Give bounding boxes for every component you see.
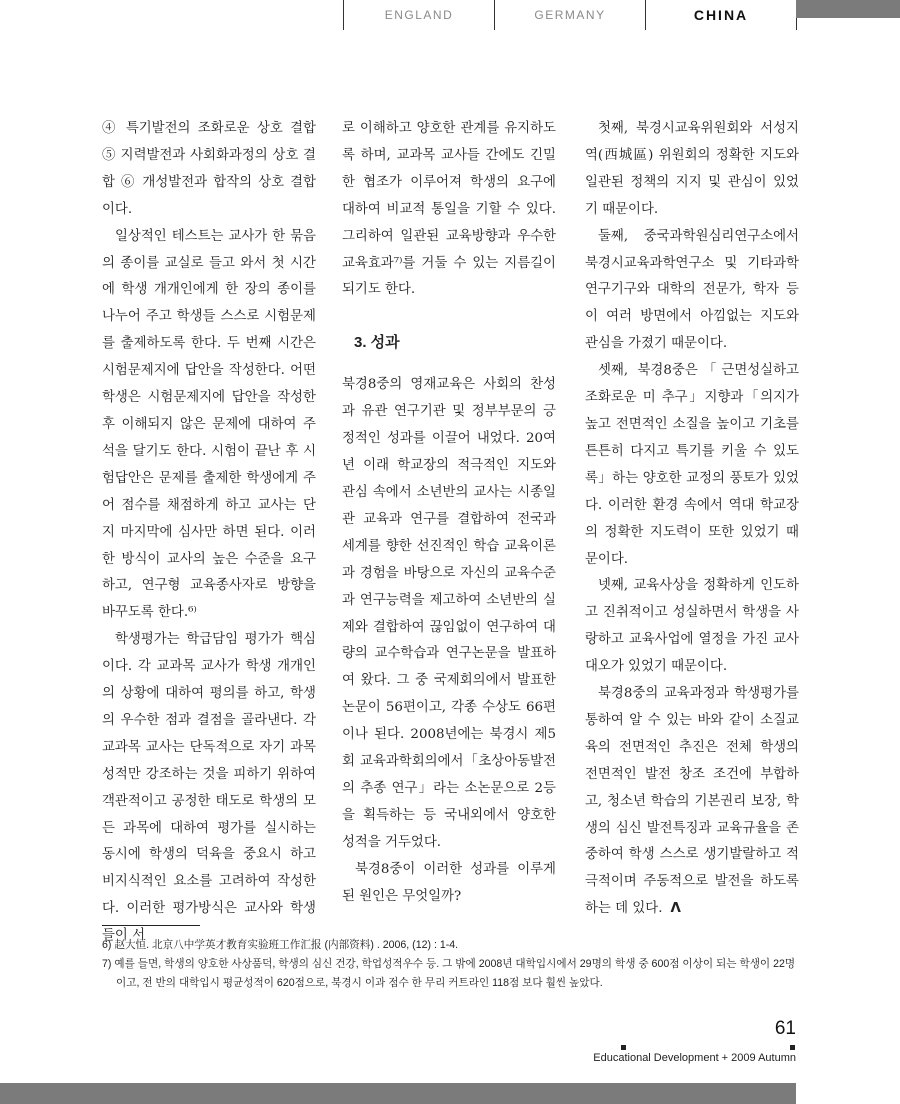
footnote-6: 6) 赵大恒. 北京八中学英才教育实验班工作汇报 (内部资料) . 2006, (12) : 1-4. <box>102 939 459 951</box>
paragraph: 셋째, 북경8중은「근면성실하고 조화로운 미 추구」지향과「의지가 높고 전면적인 소질을 높이고 기초를 튼튼히 다지고 특기를 키울 수 있도록」하는 양호한 교정의 풍토가 있었다. 이러한 환경 속에서 역대 학교장의 정확한 지도력이 또한 있었기 때문이다. <box>585 363 799 567</box>
text-column-1 <box>102 116 316 950</box>
end-mark-icon: ⴷ <box>670 901 681 917</box>
paragraph: 첫째, 북경시교육위원회와 서성지역(西城區) 위원회의 정확한 지도와 일관된 정책의 지지 및 관심이 있었기 때문이다. <box>585 121 799 217</box>
paragraph: 일상적인 테스트는 교사가 한 묶음의 종이를 교실로 들고 와서 첫 시간에 학생 개개인에게 한 장의 종이를 나누어 주고 학생들 스스로 시험문제를 출제하도록 한다. 두 번째 시간은 시험문제지에 답안을 작성한다. 어떤 학생은 시험문제지에 답안을 작성한 후 이해되지 않은 문제에 대하여 주석을 달기도 한다. 시험이 끝난 후 시험답안은 문제를 출제한 학생에게 주어 점수를 채점하게 하고 교사는 단지 마지막에 심사만 하면 된다. 이러한 방식이 교사의 높은 수준을 요구하고, 연구형 교육종사자로 방향을 바꾸도록 한다.⁶⁾ <box>102 228 316 621</box>
paragraph <box>585 681 799 923</box>
footnotes <box>102 936 802 993</box>
section-title: 3. 성과 <box>354 334 400 352</box>
footnote-7: 7) 예를 들면, 학생의 양호한 사상품덕, 학생의 심신 건강, 학업성적우수 등. 그 밖에 2008년 대학입시에서 29명의 학생 중 600점 이상이 되는 학생이 22명이고, 전 반의 대학입시 평균성적이 620점으로, 북경시 이과 점수 한 무리 커트라인 118점 보다 훨씬 높았다. <box>102 958 796 989</box>
paragraph: 둘째, 중국과학원심리연구소에서 북경시교육과학연구소 및 기타과학연구기구와 대학의 전문가, 학자 등이 여러 방면에서 아낌없는 지도와 관심을 가졌기 때문이다. <box>585 228 799 352</box>
paragraph: 북경8중이 이러한 성과를 이루게 된 원인은 무엇일까? <box>342 861 556 904</box>
footer-gray-bar <box>0 1083 796 1104</box>
page-number: 61 <box>774 1018 796 1039</box>
tab-china: CHINA <box>645 0 797 30</box>
footer-square-icon <box>621 1045 626 1050</box>
paragraph: 북경8중의 영재교육은 사회의 찬성과 유관 연구기관 및 정부부문의 긍정적인 성과를 이끌어 내었다. 20여년 이래 학교장의 적극적인 지도와 관심 속에서 소년반의 교사는 시종일관 교육과 연구를 결합하여 전국과 세계를 향한 선진적인 학습 교육이론과 경험을 바탕으로 자신의 교육수준과 연구능력을 제고하여 소년반의 실제와 결합하여 끊임없이 연구하여 대량의 교수학습과 연구논문을 발표하여 왔다. 그 중 국제회의에서 발표한 논문이 56편이고, 각종 수상도 66편이나 된다. 2008년에는 북경시 제5회 교육과학회의에서「초상아동발전의 추종 연구」라는 소논문으로 2등을 획득하는 등 국내외에서 양호한 성적을 거두었다. <box>342 377 556 850</box>
country-tabs <box>343 0 797 30</box>
journal-title: Educational Development + 2009 Autumn <box>593 1052 796 1064</box>
tab-germany: GERMANY <box>494 0 645 30</box>
footer-square-icon <box>790 1045 795 1050</box>
paragraph-text: 북경8중의 교육과정과 학생평가를 통하여 알 수 있는 바와 같이 소질교육의 전면적인 추진은 전체 학생의 전면적인 발전 창조 조건에 부합하고, 청소년 학습의 기본권리 보장, 학생의 심신 발전특징과 교육규율을 존중하여 학생 스스로 생기발랄하고 적극적이며 주동적으로 발전을 하도록 하는 데 있다. <box>585 686 799 917</box>
footnote-divider <box>102 925 200 926</box>
tab-england: ENGLAND <box>343 0 494 30</box>
text-column-3 <box>585 116 799 923</box>
paragraph: 학생평가는 학급담임 평가가 핵심이다. 각 교과목 교사가 학생 개개인의 상황에 대하여 평의를 하고, 학생의 우수한 점과 결점을 골라낸다. 각 교과목 교사는 단독적으로 자기 과목 성적만 강조하는 것을 피하기 위하여 객관적이고 공정한 태도로 학생의 모든 과목에 대하여 평가를 실시하는 동시에 학생의 덕육을 중요시 하고 비지식적인 요소를 고려하여 작성한다. 이러한 평가방식은 교사와 학생들이 서 <box>102 632 316 944</box>
paragraph: 넷째, 교육사상을 정확하게 인도하고 진취적이고 성실하면서 학생을 사랑하고 교육사업에 열정을 가진 교사대오가 있었기 때문이다. <box>585 578 799 675</box>
paragraph: ④ 특기발전의 조화로운 상호 결합 ⑤ 지력발전과 사회화과정의 상호 결합 ⑥ 개성발전과 합작의 상호 결합이다. <box>102 121 316 217</box>
header-gray-block <box>796 0 900 18</box>
paragraph: 로 이해하고 양호한 관계를 유지하도록 하며, 교과목 교사들 간에도 긴밀한 협조가 이루어져 학생의 요구에 대하여 비교적 통일을 기할 수 있다. 그리하여 일관된 교육방향과 우수한 교육효과⁷⁾를 거둘 수 있는 지름길이 되기도 한다. <box>342 121 556 298</box>
text-column-2 <box>342 116 556 910</box>
